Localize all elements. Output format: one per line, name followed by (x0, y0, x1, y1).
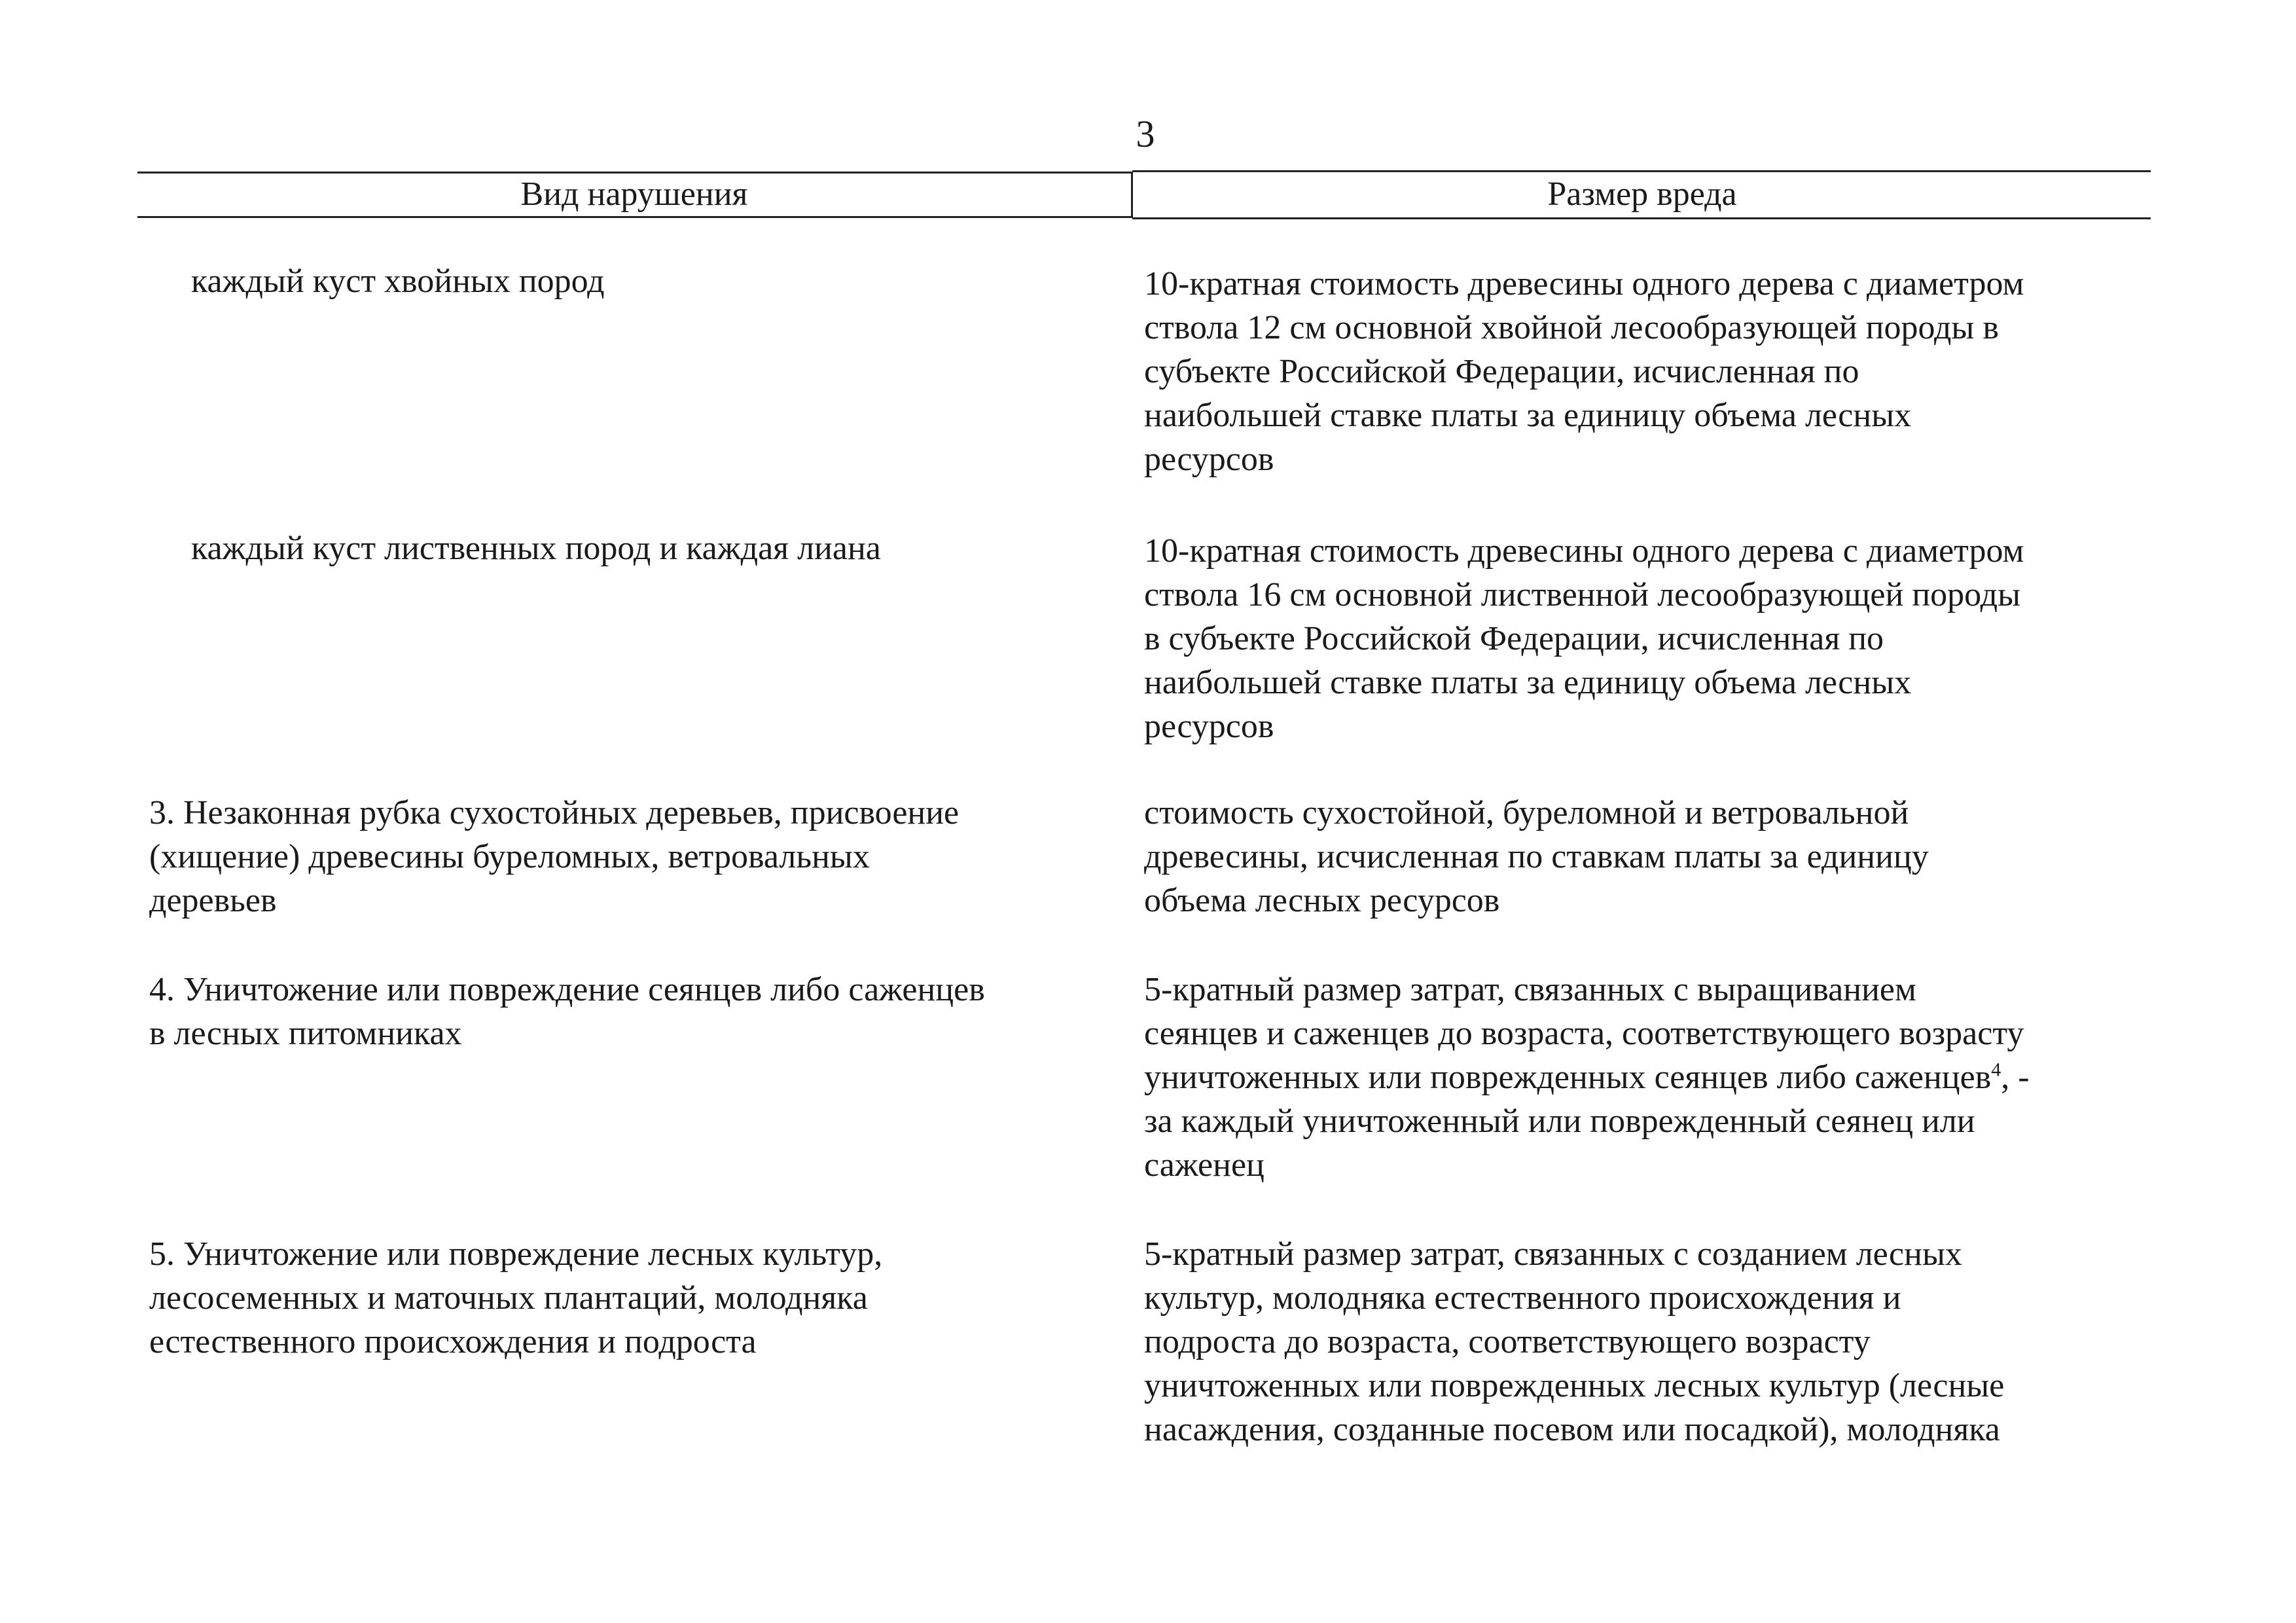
row-1-damage: 10-кратная стоимость древесины одного дерева с диаметром ствола 12 см основной хвойной лесообразующей породы в субъекте Российской Федерации, исчисленная по наибольшей ставке платы за единицу объема лесных ресурсов (1144, 265, 2024, 478)
row-5-violation: 5. Уничтожение или повреждение лесных культур, лесосеменных и маточных плантаций, молодняка естественного происхождения и подроста (149, 1235, 883, 1360)
table-top-rule-left (137, 172, 1132, 173)
row-3-damage: стоимость сухостойной, буреломной и ветровальной древесины, исчисленная по ставкам платы за единицу объема лесных ресурсов (1144, 794, 1929, 919)
row-4-damage-text-cont: , - за каждый уничтоженный или поврежденный сеянец или саженец (1144, 1059, 2030, 1184)
header-violation: Вид нарушения (520, 175, 748, 213)
row-2-damage: 10-кратная стоимость древесины одного дерева с диаметром ствола 16 см основной лиственной лесообразующей породы в субъекте Российской Федерации, исчисленная по наибольшей ставке платы за единицу объема лесных ресурсов (1144, 532, 2024, 745)
header-bottom-rule-left (137, 216, 1132, 218)
table-top-rule-right (1132, 170, 2151, 172)
page-number: 3 (1136, 113, 1155, 155)
header-damage: Размер вреда (1547, 175, 1737, 213)
header-column-divider (1131, 172, 1133, 217)
row-4-damage (1144, 968, 2165, 1187)
row-1-violation: каждый куст хвойных пород (191, 263, 605, 300)
footnote-ref-4: 4 (1991, 1059, 2001, 1081)
row-4-violation: 4. Уничтожение или повреждение сеянцев либо саженцев в лесных питомниках (149, 971, 985, 1052)
header-bottom-rule-right (1132, 217, 2151, 219)
row-4-damage-text: 5-кратный размер затрат, связанных с выращиванием сеянцев и саженцев до возраста, соответствующего возрасту уничтоженных или поврежденных сеянцев либо саженцев (1144, 971, 2024, 1096)
row-3-violation: 3. Незаконная рубка сухостойных деревьев, присвоение (хищение) древесины буреломных, ветровальных деревьев (149, 794, 960, 919)
row-5-damage: 5-кратный размер затрат, связанных с созданием лесных культур, молодняка естественного происхождения и подроста до возраста, соответствующего возрасту уничтоженных или поврежденных лесных культур (лесные насаждения, созданные посевом или посадкой), молодняка (1144, 1235, 2005, 1448)
row-2-violation: каждый куст лиственных пород и каждая лиана (191, 530, 881, 567)
